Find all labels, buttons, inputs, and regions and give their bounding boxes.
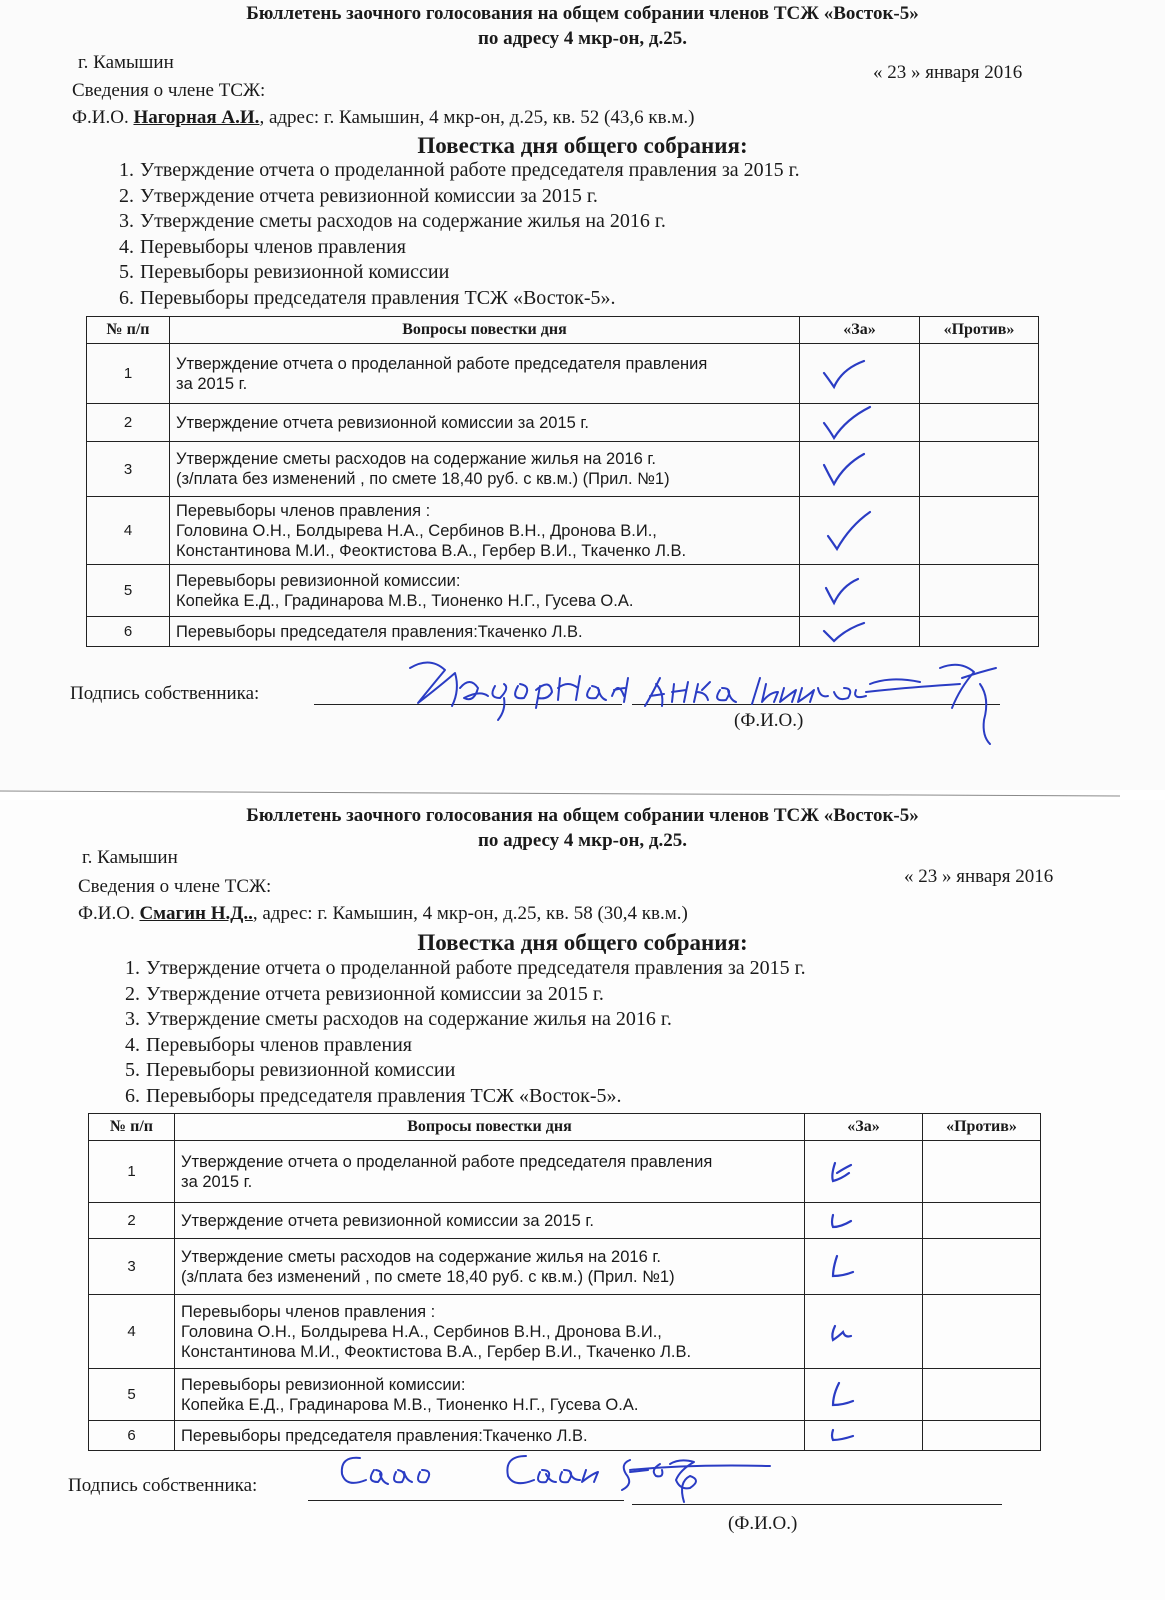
table-row: 5 Перевыборы ревизионной комиссии: Копейка Е.Д., Градинарова М.В., Тионенко Н.Г., Гусева О.А. [87, 565, 1039, 617]
vote-against-cell[interactable] [920, 404, 1039, 442]
col-header-question: Вопросы повестки дня [170, 317, 800, 344]
vote-for-cell[interactable] [800, 617, 920, 647]
checkmark-icon [822, 510, 872, 552]
vote-against-cell[interactable] [923, 1421, 1041, 1451]
vote-against-cell[interactable] [923, 1141, 1041, 1203]
checkmark-icon [827, 1254, 857, 1280]
agenda-item: 2. Утверждение отчета ревизионной комиссии за 2015 г. [125, 982, 604, 1005]
ballot-2-agenda-list [106, 956, 806, 1110]
fio-label: Ф.И.О. [78, 903, 135, 924]
ballot-2-signature-label: Подпись собственника: [68, 1475, 258, 1496]
vote-for-cell[interactable] [800, 497, 920, 565]
ballot-1-member-name: Нагорная А.И. [133, 107, 260, 128]
vote-against-cell[interactable] [920, 617, 1039, 647]
vote-for-cell[interactable] [805, 1203, 923, 1239]
col-header-against: «Против» [920, 317, 1039, 344]
ballot-1-fio-caption: (Ф.И.О.) [734, 710, 804, 731]
ballot-1-address-title: по адресу 4 мкр-он, д.25. [477, 28, 688, 49]
checkmark-icon [827, 1381, 857, 1409]
vote-for-cell[interactable] [800, 442, 920, 497]
vote-for-cell[interactable] [805, 1295, 923, 1369]
table-row: 4 Перевыборы членов правления : Головина О.Н., Болдырева Н.А., Сербинов В.Н., Дронова В.И., Константинова М.И., Феоктистова В.А., Гербер В.И., Ткаченко Л.В. [87, 497, 1039, 565]
sheet-divider [0, 791, 1120, 797]
ballot-1-agenda-title: Повестка дня общего собрания: [417, 133, 748, 158]
table-row: 1 Утверждение отчета о проделанной работе председателя правления за 2015 г. [87, 344, 1039, 404]
agenda-item: 4. Перевыборы членов правления [119, 235, 406, 258]
checkmark-icon [827, 1159, 857, 1185]
agenda-item: 4. Перевыборы членов правления [125, 1033, 412, 1056]
table-row: 3 Утверждение сметы расходов на содержание жилья на 2016 г. (з/плата без изменений , по смете 18,40 руб. с кв.м.) (Прил. №1) [89, 1239, 1041, 1295]
ballot-2-member-address: , адрес: г. Камышин, 4 мкр-он, д.25, кв. 58 (30,4 кв.м.) [252, 903, 688, 924]
fio-label: Ф.И.О. [72, 107, 129, 128]
agenda-item: 3. Утверждение сметы расходов на содержание жилья на 2016 г. [119, 210, 666, 233]
col-header-number: № п/п [87, 317, 170, 344]
ballot-1-signature-label: Подпись собственника: [70, 683, 260, 704]
agenda-item: 5. Перевыборы ревизионной комиссии [119, 261, 450, 284]
table-row: 5 Перевыборы ревизионной комиссии: Копейка Е.Д., Градинарова М.В., Тионенко Н.Г., Гусева О.А. [89, 1369, 1041, 1421]
vote-against-cell[interactable] [923, 1295, 1041, 1369]
checkmark-icon [827, 1211, 857, 1231]
ballot-1-member-info-label: Сведения о члене ТСЖ: [72, 80, 266, 101]
ballot-2-signature-handwriting [330, 1440, 780, 1510]
col-header-against: «Против» [923, 1114, 1041, 1141]
checkmark-icon [822, 621, 866, 643]
table-row: 1 Утверждение отчета о проделанной работе председателя правления за 2015 г. [89, 1141, 1041, 1203]
ballot-2-member-name: Смагин Н.Д.. [139, 903, 253, 924]
vote-for-cell[interactable] [805, 1421, 923, 1451]
vote-for-cell[interactable] [800, 565, 920, 617]
vote-against-cell[interactable] [923, 1239, 1041, 1295]
checkmark-icon [827, 1320, 857, 1344]
ballot-2-fio-line [78, 903, 688, 925]
vote-for-cell[interactable] [805, 1141, 923, 1203]
col-header-number: № п/п [89, 1114, 175, 1141]
ballot-1-city: г. Камышин [78, 52, 174, 73]
vote-for-cell[interactable] [805, 1369, 923, 1421]
agenda-item: 3. Утверждение сметы расходов на содержание жилья на 2016 г. [125, 1008, 672, 1031]
ballot-2-city: г. Камышин [82, 847, 178, 868]
checkmark-icon [822, 405, 872, 441]
ballot-2-agenda-title: Повестка дня общего собрания: [417, 930, 748, 955]
vote-for-cell[interactable] [800, 404, 920, 442]
agenda-item: 2. Утверждение отчета ревизионной комиссии за 2015 г. [119, 184, 598, 207]
table-row: 4 Перевыборы членов правления : Головина О.Н., Болдырева Н.А., Сербинов В.Н., Дронова В.И., Константинова М.И., Феоктистова В.А., Гербер В.И., Ткаченко Л.В. [89, 1295, 1041, 1369]
ballot-2-date: « 23 » января 2016 [904, 866, 1054, 887]
checkmark-icon [822, 576, 862, 606]
agenda-item: 1. Утверждение отчета о проделанной работе председателя правления за 2015 г. [125, 957, 806, 979]
checkmark-icon [822, 451, 866, 487]
ballot-2-title: Бюллетень заочного голосования на общем собрании членов ТСЖ «Восток-5» [246, 805, 919, 826]
agenda-item: 6. Перевыборы председателя правления ТСЖ «Восток-5». [125, 1084, 622, 1107]
checkmark-icon [822, 357, 866, 391]
vote-against-cell[interactable] [923, 1369, 1041, 1421]
ballot-1-fio-line [72, 107, 694, 129]
table-row: 2 Утверждение отчета ревизионной комиссии за 2015 г. [89, 1203, 1041, 1239]
ballot-2-vote-table [88, 1113, 1041, 1451]
vote-against-cell[interactable] [920, 344, 1039, 404]
ballot-2-address-title: по адресу 4 мкр-он, д.25. [477, 830, 688, 851]
vote-for-cell[interactable] [800, 344, 920, 404]
ballot-1-agenda-list [100, 158, 800, 312]
table-row: 3 Утверждение сметы расходов на содержание жилья на 2016 г. (з/плата без изменений , по смете 18,40 руб. с кв.м.) (Прил. №1) [87, 442, 1039, 497]
vote-against-cell[interactable] [920, 565, 1039, 617]
table-row: 2 Утверждение отчета ревизионной комиссии за 2015 г. [87, 404, 1039, 442]
ballot-1-date: « 23 » января 2016 [873, 62, 1023, 83]
agenda-item: 6. Перевыборы председателя правления ТСЖ «Восток-5». [119, 286, 616, 309]
agenda-item: 1. Утверждение отчета о проделанной работе председателя правления за 2015 г. [119, 159, 800, 181]
ballot-1-signature-handwriting [400, 648, 1020, 748]
vote-against-cell[interactable] [923, 1203, 1041, 1239]
col-header-for: «За» [805, 1114, 923, 1141]
ballot-2-member-info-label: Сведения о члене ТСЖ: [78, 876, 272, 897]
checkmark-icon [827, 1428, 857, 1444]
vote-for-cell[interactable] [805, 1239, 923, 1295]
col-header-question: Вопросы повестки дня [175, 1114, 805, 1141]
col-header-for: «За» [800, 317, 920, 344]
ballot-1-title: Бюллетень заочного голосования на общем собрании членов ТСЖ «Восток-5» [246, 3, 919, 24]
table-row: 6 Перевыборы председателя правления:Ткаченко Л.В. [87, 617, 1039, 647]
ballot-2-fio-caption: (Ф.И.О.) [728, 1513, 798, 1534]
vote-against-cell[interactable] [920, 497, 1039, 565]
ballot-1-vote-table [86, 316, 1039, 647]
table-row: 6 Перевыборы председателя правления:Ткаченко Л.В. [89, 1421, 1041, 1451]
vote-against-cell[interactable] [920, 442, 1039, 497]
ballot-1-member-address: , адрес: г. Камышин, 4 мкр-он, д.25, кв. 52 (43,6 кв.м.) [259, 107, 695, 128]
agenda-item: 5. Перевыборы ревизионной комиссии [125, 1059, 456, 1082]
